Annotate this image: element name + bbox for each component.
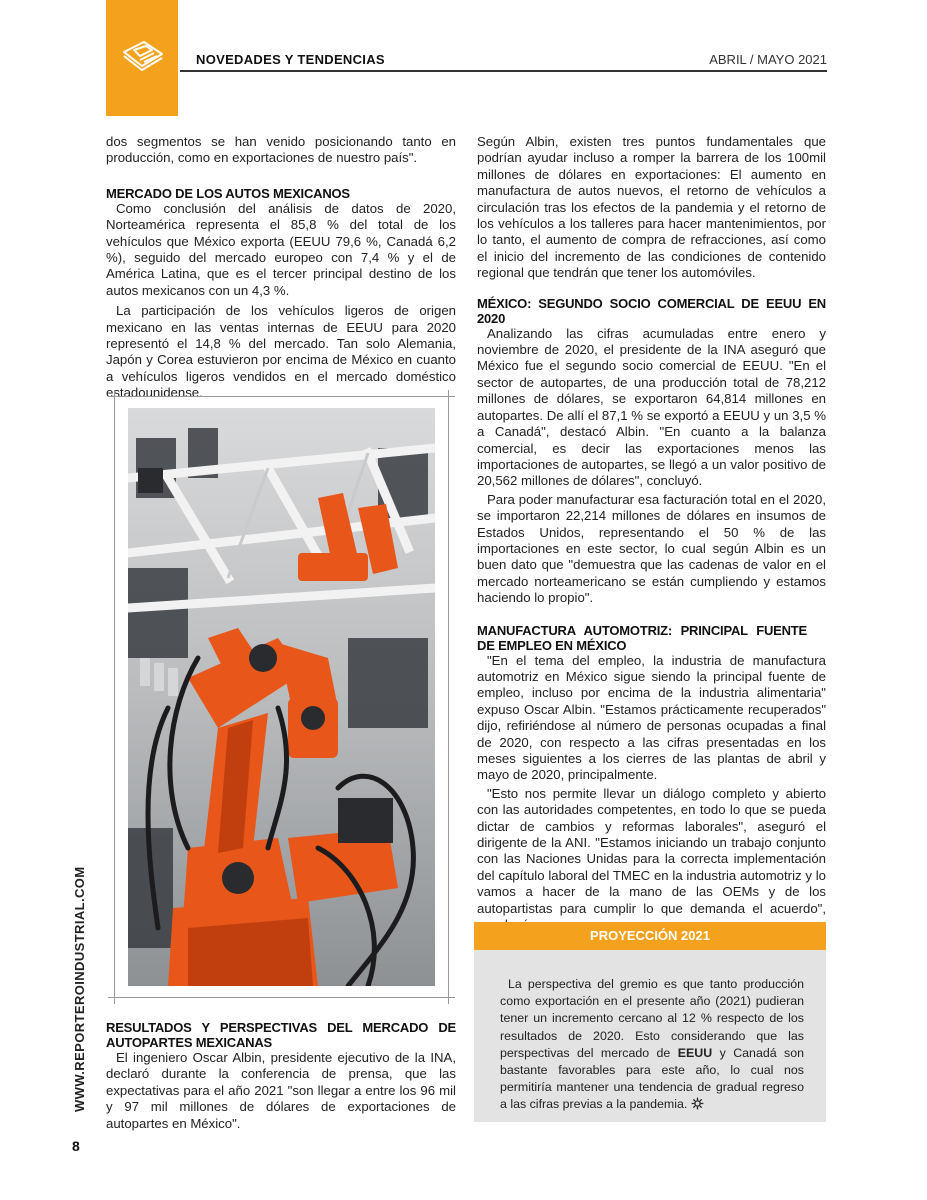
paragraph: dos segmentos se han venido posicionando tanto en producción, como en exportaciones de nuestro país".	[106, 134, 456, 166]
projection-box	[474, 922, 826, 1122]
issue-date: ABRIL / MAYO 2021	[709, 52, 827, 67]
subheading: MERCADO DE LOS AUTOS MEXICANOS	[106, 185, 350, 201]
paragraph: "En el tema del empleo, la industria de manufactura automotriz en México sigue siendo la principal fuente de empleo, incluso por encima de la industria alimentaria" expuso Oscar Albin. "Estamos prácticamente recuperados" dijo, refiriéndose al número de personas ocupadas a final de 2020, con respecto a las cifras presentadas en los meses siguientes a los cierres de las plantas de abril y mayo de 2020, principalmente.	[477, 652, 826, 783]
section-title: NOVEDADES Y TENDENCIAS	[196, 52, 385, 67]
box-text-a: La perspectiva del gremio es que tanto producción como exportación en el presente año (2021) pudieran tener un incremento cercano al 12 % respecto de los resultados de 2020. Esto considerando que las perspectivas del mercado de	[500, 977, 804, 1060]
paragraph: Para poder manufacturar esa facturación total en el 2020, se importaron 22,214 millones de dólares en insumos de Estados Unidos, representando el 50 % de las importaciones en este sector, lo cual según Albin es un buen dato que "demuestra que las cadenas de valor en el mercado norteamericano se están cumpliendo y estamos haciendo lo propio".	[477, 491, 826, 606]
projection-box-title: PROYECCIÓN 2021	[474, 922, 826, 950]
paragraph: Analizando las cifras acumuladas entre enero y noviembre de 2020, el presidente de la INA aseguró que México fue el segundo socio comercial de EEUU. "En el sector de autopartes, de una producción total de 78,212 millones de dólares, se exportaron 64,814 millones en autopartes. De allí el 87,1 % se exportó a EEUU y un 3,5 % a Canadá", destacó Albin. "En cuanto a la balanza comercial, es decir las exportaciones menos las importaciones de autopartes, se llegó a un valor positivo de 20,562 millones de dólares", concluyó.	[477, 325, 826, 489]
paragraph: Como conclusión del análisis de datos de 2020, Norteamérica representa el 85,8 % del total de los vehículos que México exporta (EEUU 79,6 %, Canadá 6,2 %), seguido del mercado europeo con 7,4 % y el de América Latina, que es el tercer principal destino de los autos mexicanos con un 4,3 %.	[106, 200, 456, 298]
projection-box-text	[500, 976, 804, 1114]
subheading: MÉXICO: SEGUNDO SOCIO COMERCIAL DE EEUU EN 2020	[477, 295, 826, 326]
photo-frame	[108, 390, 455, 1004]
box-text-b: y Canadá son bastante favorables para este año, lo cual nos permitiría mantener una tendencia de gradual regreso a las cifras previas a la pandemia.	[500, 1045, 805, 1112]
header-rule	[180, 70, 827, 72]
newspaper-icon	[120, 38, 166, 74]
paragraph: "Esto nos permite llevar un diálogo completo y abierto con las autoridades competentes, en todo lo que se pueda dictar de cambios y reformas laborales", aseguró el dirigente de la ANI. "Estamos iniciando un trabajo conjunto con las Naciones Unidas para la correcta implementación del capítulo laboral del TMEC en la industria automotriz y lo vamos a hacer de la mano de las OEMs y de los autopartistas para cumplir lo que demanda el acuerdo",	[477, 785, 826, 916]
robot-factory-photo	[128, 408, 435, 986]
subheading: RESULTADOS Y PERSPECTIVAS DEL MERCADO DE AUTOPARTES MEXICANAS	[106, 1020, 456, 1050]
paragraph: La participación de los vehículos ligeros de origen mexicano en las ventas internas de EEUU para 2020 representó el 14,8 % del mercado. Tan solo Alemania, Japón y Corea estuvieron por encima de México en cuanto a vehículos ligeros vendidos en el mercado doméstico estadounidense.	[106, 303, 456, 401]
section-tab	[106, 0, 178, 116]
left-column-top	[106, 134, 456, 402]
gear-icon	[691, 1097, 704, 1110]
website-url: WWW.REPORTEROINDUSTRIAL.COM	[72, 866, 87, 1112]
paragraph: El ingeniero Oscar Albin, presidente ejecutivo de la INA, declaró durante la conferencia de prensa, que las expectativas para el año 2021 "son llegar a entre los 96 mil y 97 mil millones de dólares de exportaciones de autopartes en México".	[106, 1050, 456, 1131]
right-column	[477, 134, 826, 933]
page-number: 8	[72, 1138, 80, 1154]
box-text-bold: EEUU	[677, 1045, 713, 1060]
paragraph: Según Albin, existen tres puntos fundamentales que podrían ayudar incluso a romper la barrera de los 100mil millones de dólares en exportaciones: El aumento en manufactura de autos nuevos, el retorno de vehículos a circulación tras los efectos de la pandemia y el retorno de los vehículos a los talleres para hacer mantenimientos, por lo tanto, el aumento de compra de refracciones, así como el inicio del incremento de las condiciones de contenido regional que tendrán que tener los automóviles.	[477, 134, 826, 281]
subheading: MANUFACTURA AUTOMOTRIZ: PRINCIPAL FUENTE DE EMPLEO EN MÉXICO	[477, 622, 807, 653]
left-column-bottom	[106, 1020, 456, 1132]
